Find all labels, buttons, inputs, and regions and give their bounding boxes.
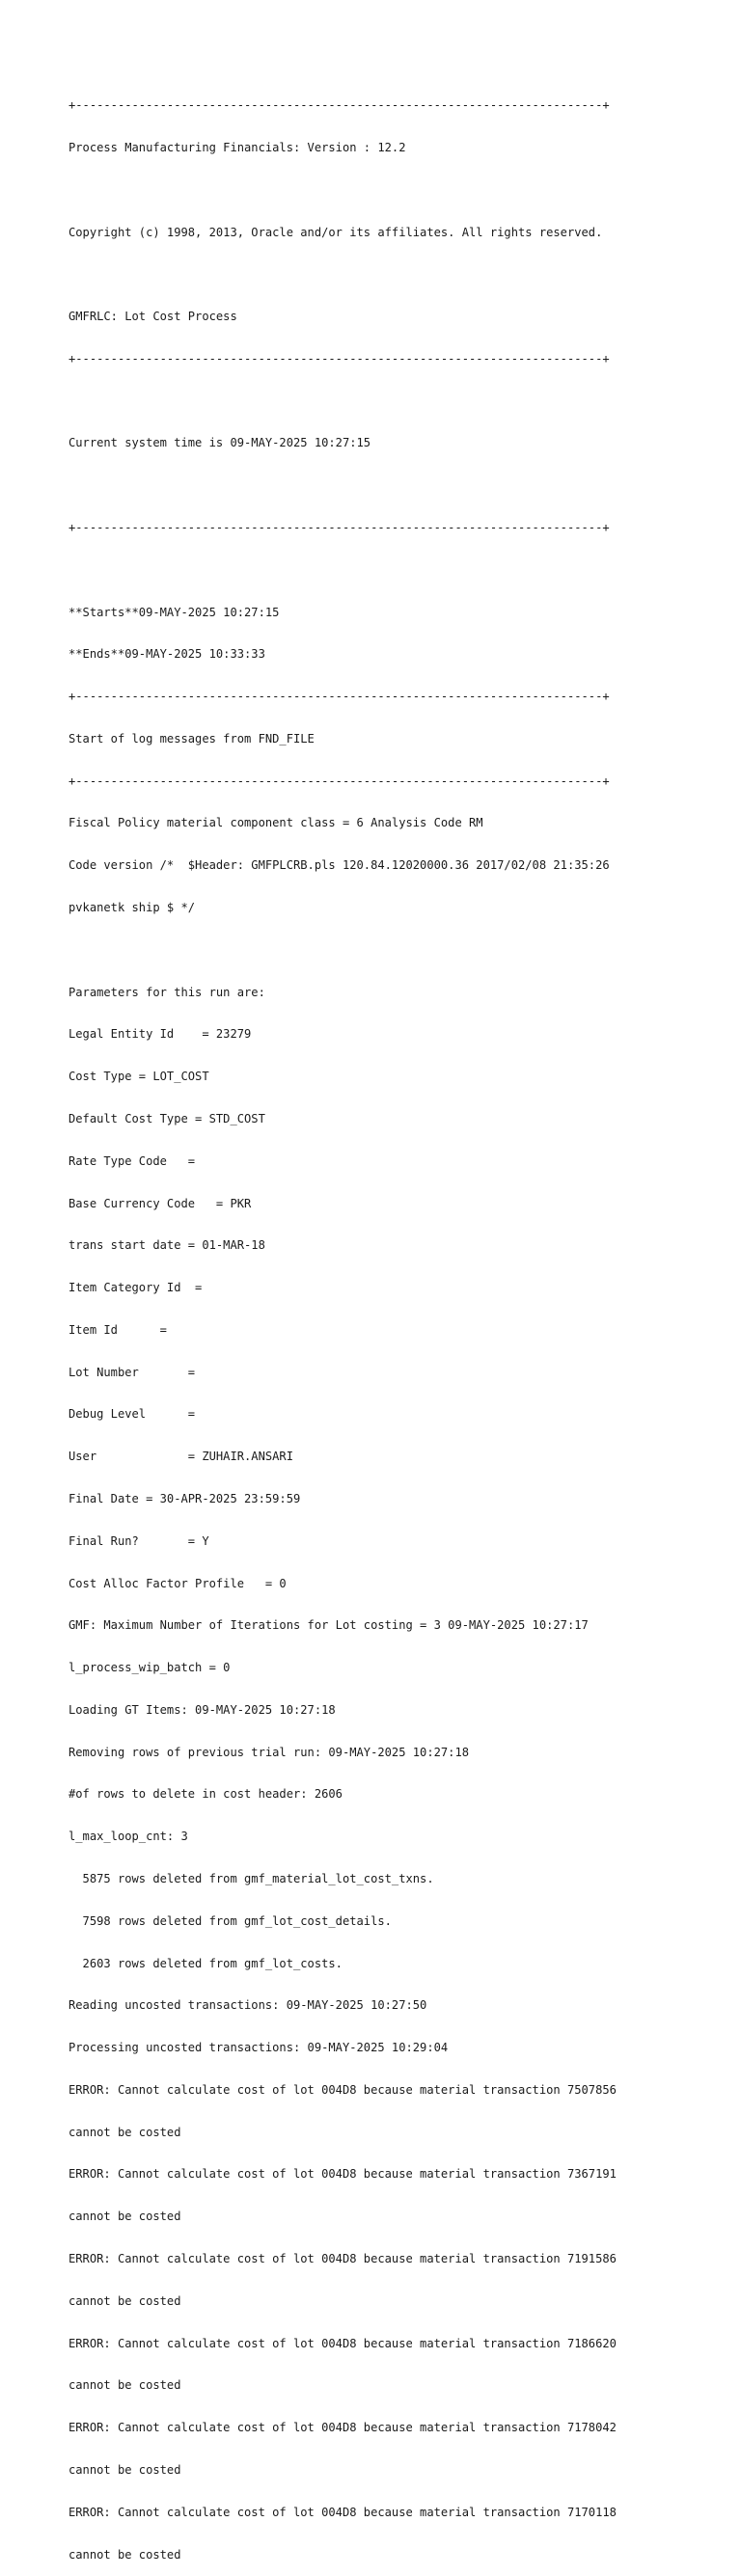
error-line: cannot be costed [69, 2547, 181, 2562]
parameter-line: Lot Number = [69, 1365, 196, 1379]
parameter-line: Item Id = [69, 1322, 167, 1337]
log-line: Code version /* $Header: GMFPLCRB.pls 120.84.12020000.36 2017/02/08 21:35:26 [69, 858, 610, 873]
log-output [69, 70, 617, 2576]
parameter-line: Default Cost Type = STD_COST [69, 1111, 265, 1125]
error-line: ERROR: Cannot calculate cost of lot 004D8 because material transaction 7186620 [69, 2336, 617, 2350]
parameter-line: Rate Type Code = [69, 1153, 196, 1168]
log-line: Processing uncosted transactions: 09-MAY-2025 10:29:04 [69, 2041, 449, 2055]
error-line: cannot be costed [69, 2125, 181, 2139]
parameter-line: Debug Level = [69, 1407, 196, 1422]
log-line: l_max_loop_cnt: 3 [69, 1830, 188, 1844]
error-line: ERROR: Cannot calculate cost of lot 004D8 because material transaction 7178042 [69, 2421, 617, 2435]
ends-time-line: **Ends**09-MAY-2025 10:33:33 [69, 647, 265, 662]
log-line: 5875 rows deleted from gmf_material_lot_cost_txns. [69, 1872, 434, 1885]
parameter-line: Final Date = 30-APR-2025 23:59:59 [69, 1491, 301, 1505]
separator-line: +---------------------------------------------------------------------------+ [69, 521, 610, 534]
log-line: Removing rows of previous trial run: 09-MAY-2025 10:27:18 [69, 1745, 470, 1759]
log-line: Reading uncosted transactions: 09-MAY-2025 10:27:50 [69, 1998, 427, 2013]
error-line: cannot be costed [69, 2293, 181, 2308]
error-line: ERROR: Cannot calculate cost of lot 004D8 because material transaction 7507856 [69, 2082, 617, 2097]
log-line: #of rows to delete in cost header: 2606 [69, 1787, 343, 1802]
parameter-line: Legal Entity Id = 23279 [69, 1027, 252, 1042]
parameter-line: Cost Alloc Factor Profile = 0 [69, 1576, 287, 1590]
parameter-line: Base Currency Code = PKR [69, 1196, 252, 1210]
blank-line [69, 563, 617, 578]
blank-line [69, 943, 617, 958]
starts-time-line: **Starts**09-MAY-2025 10:27:15 [69, 605, 280, 619]
error-line: ERROR: Cannot calculate cost of lot 004D8 because material transaction 7191586 [69, 2252, 617, 2266]
parameter-line: Cost Type = LOT_COST [69, 1070, 209, 1084]
blank-line [69, 267, 617, 282]
parameter-line: Item Category Id = [69, 1281, 203, 1295]
parameter-line: trans start date = 01-MAR-18 [69, 1238, 265, 1253]
blank-line [69, 394, 617, 409]
blank-line [69, 478, 617, 493]
log-line: GMF: Maximum Number of Iterations for Lot costing = 3 09-MAY-2025 10:27:17 [69, 1618, 589, 1633]
product-version-line: Process Manufacturing Financials: Version : 12.2 [69, 140, 406, 154]
log-line: Fiscal Policy material component class = 6 Analysis Code RM [69, 816, 483, 830]
separator-line: +---------------------------------------------------------------------------+ [69, 351, 610, 366]
log-start-line: Start of log messages from FND_FILE [69, 731, 315, 746]
error-line: cannot be costed [69, 2462, 181, 2477]
parameters-heading: Parameters for this run are: [69, 985, 265, 999]
blank-line [69, 183, 617, 198]
system-time-line: Current system time is 09-MAY-2025 10:27:15 [69, 436, 371, 450]
log-line: 7598 rows deleted from gmf_lot_cost_details. [69, 1913, 392, 1928]
program-name-line: GMFRLC: Lot Cost Process [69, 310, 237, 324]
log-line: pvkanetk ship $ */ [69, 901, 196, 915]
parameter-line: Final Run? = Y [69, 1533, 209, 1548]
parameter-line: User = ZUHAIR.ANSARI [69, 1450, 293, 1464]
log-line: l_process_wip_batch = 0 [69, 1661, 231, 1675]
separator-line: +---------------------------------------------------------------------------+ [69, 98, 610, 113]
error-line: ERROR: Cannot calculate cost of lot 004D8 because material transaction 7170118 [69, 2505, 617, 2519]
log-line: Loading GT Items: 09-MAY-2025 10:27:18 [69, 1702, 336, 1717]
separator-line: +---------------------------------------------------------------------------+ [69, 690, 610, 704]
separator-line: +---------------------------------------------------------------------------+ [69, 773, 610, 788]
copyright-line: Copyright (c) 1998, 2013, Oracle and/or its affiliates. All rights reserved. [69, 225, 603, 239]
error-line: ERROR: Cannot calculate cost of lot 004D8 because material transaction 7367191 [69, 2167, 617, 2182]
error-line: cannot be costed [69, 2378, 181, 2393]
log-line: 2603 rows deleted from gmf_lot_costs. [69, 1956, 343, 1970]
error-line: cannot be costed [69, 2210, 181, 2224]
